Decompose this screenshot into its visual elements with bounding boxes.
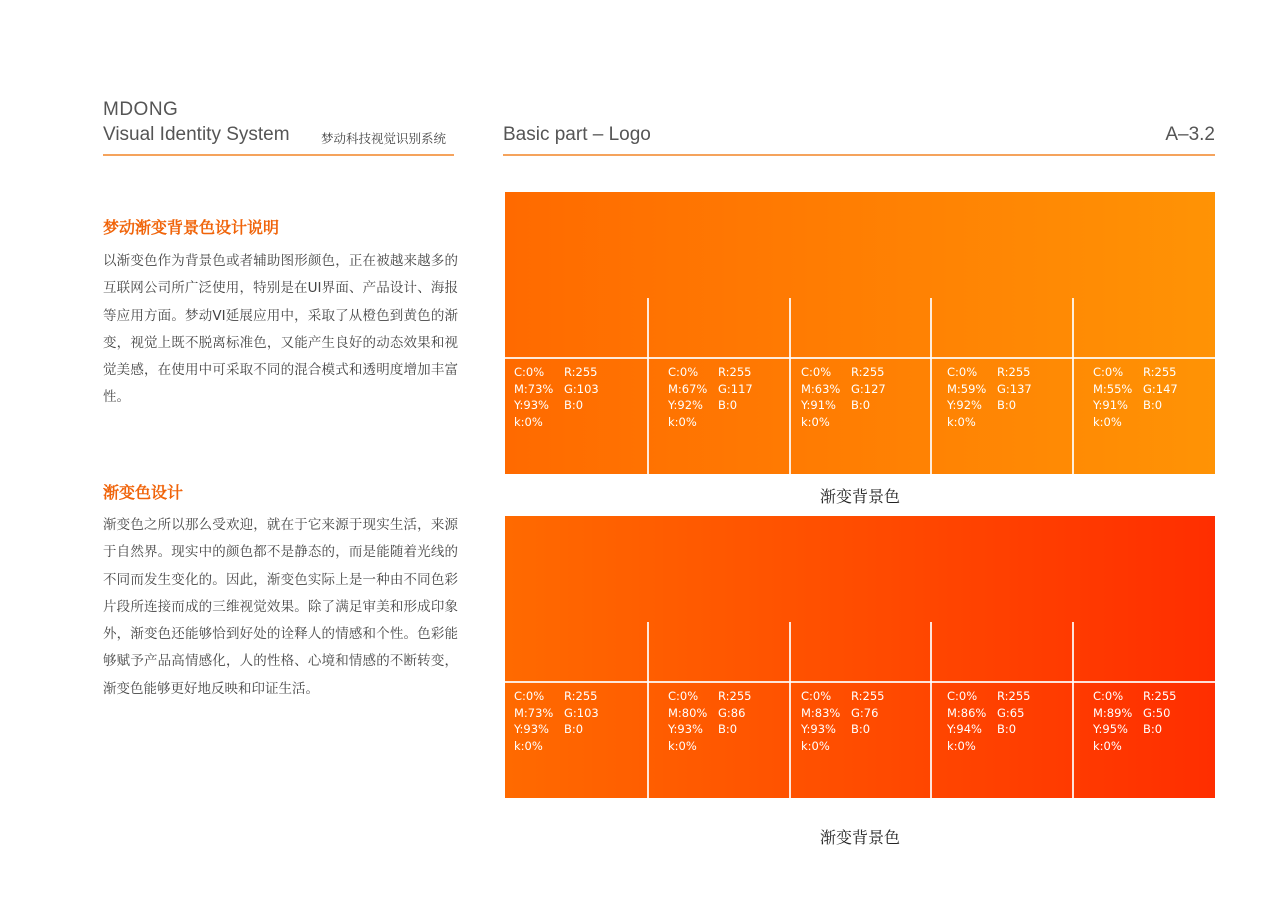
panel-divider	[789, 622, 791, 798]
gradient-panel-orange-red	[505, 516, 1215, 798]
panel-divider	[647, 622, 649, 798]
panel-divider	[789, 298, 791, 474]
panel-divider	[930, 298, 932, 474]
swatch-values: C:0% M:55% Y:91% k:0% R:255 G:147 B:0	[1093, 365, 1178, 429]
swatch-values: C:0% M:73% Y:93% k:0% R:255 G:103 B:0	[514, 689, 599, 753]
swatch-values: C:0% M:86% Y:94% k:0% R:255 G:65 B:0	[947, 689, 1031, 753]
system-title-cn: 梦动科技视觉识别系统	[321, 131, 447, 146]
panel-divider	[505, 357, 1215, 359]
swatch-values: C:0% M:89% Y:95% k:0% R:255 G:50 B:0	[1093, 689, 1177, 753]
panel-divider	[505, 681, 1215, 683]
heading-gradient-explanation: 梦动渐变背景色设计说明	[103, 218, 280, 237]
swatch-values: C:0% M:67% Y:92% k:0% R:255 G:117 B:0	[668, 365, 753, 429]
header-rule-right	[503, 154, 1215, 156]
swatch-values: C:0% M:63% Y:91% k:0% R:255 G:127 B:0	[801, 365, 886, 429]
system-title: Visual Identity System	[103, 124, 290, 145]
panel-caption: 渐变背景色	[819, 828, 900, 847]
heading-gradient-design: 渐变色设计	[103, 483, 184, 502]
page-number: A–3.2	[1165, 124, 1215, 145]
panel-caption: 渐变背景色	[819, 487, 900, 506]
swatch-values: C:0% M:73% Y:93% k:0% R:255 G:103 B:0	[514, 365, 599, 429]
paragraph-gradient-design: 渐变色之所以那么受欢迎，就在于它来源于现实生活，来源于自然界。现实中的颜色都不是静态的，而是能随着光线的不同而发生变化的。因此，渐变色实际上是一种由不同色彩片段所连接而成的三维视觉效果。除了满足审美和形成印象外，渐变色还能够恰到好处的诠释人的情感和个性。色彩能够赋予产品高情感化，人的性格、心境和情感的不断转变，渐变色能够更好地反映和印证生活。	[103, 517, 458, 697]
panel-divider	[1072, 622, 1074, 798]
section-title: Basic part – Logo	[503, 124, 651, 145]
paragraph-gradient-explanation: 以渐变色作为背景色或者辅助图形颜色，正在被越来越多的互联网公司所广泛使用，特别是在UI界面、产品设计、海报等应用方面。梦动VI延展应用中，采取了从橙色到黄色的渐变，视觉上既不脱离标准色，又能产生良好的动态效果和视觉美感，在使用中可采取不同的混合模式和透明度增加丰富性。	[103, 253, 458, 406]
header-rule-left	[103, 154, 454, 156]
panel-divider	[930, 622, 932, 798]
brand-name: MDONG	[103, 99, 179, 120]
swatch-values: C:0% M:59% Y:92% k:0% R:255 G:137 B:0	[947, 365, 1032, 429]
swatch-values: C:0% M:80% Y:93% k:0% R:255 G:86 B:0	[668, 689, 752, 753]
gradient-panel-orange-yellow	[505, 192, 1215, 474]
panel-divider	[1072, 298, 1074, 474]
panel-divider	[647, 298, 649, 474]
swatch-values: C:0% M:83% Y:93% k:0% R:255 G:76 B:0	[801, 689, 885, 753]
